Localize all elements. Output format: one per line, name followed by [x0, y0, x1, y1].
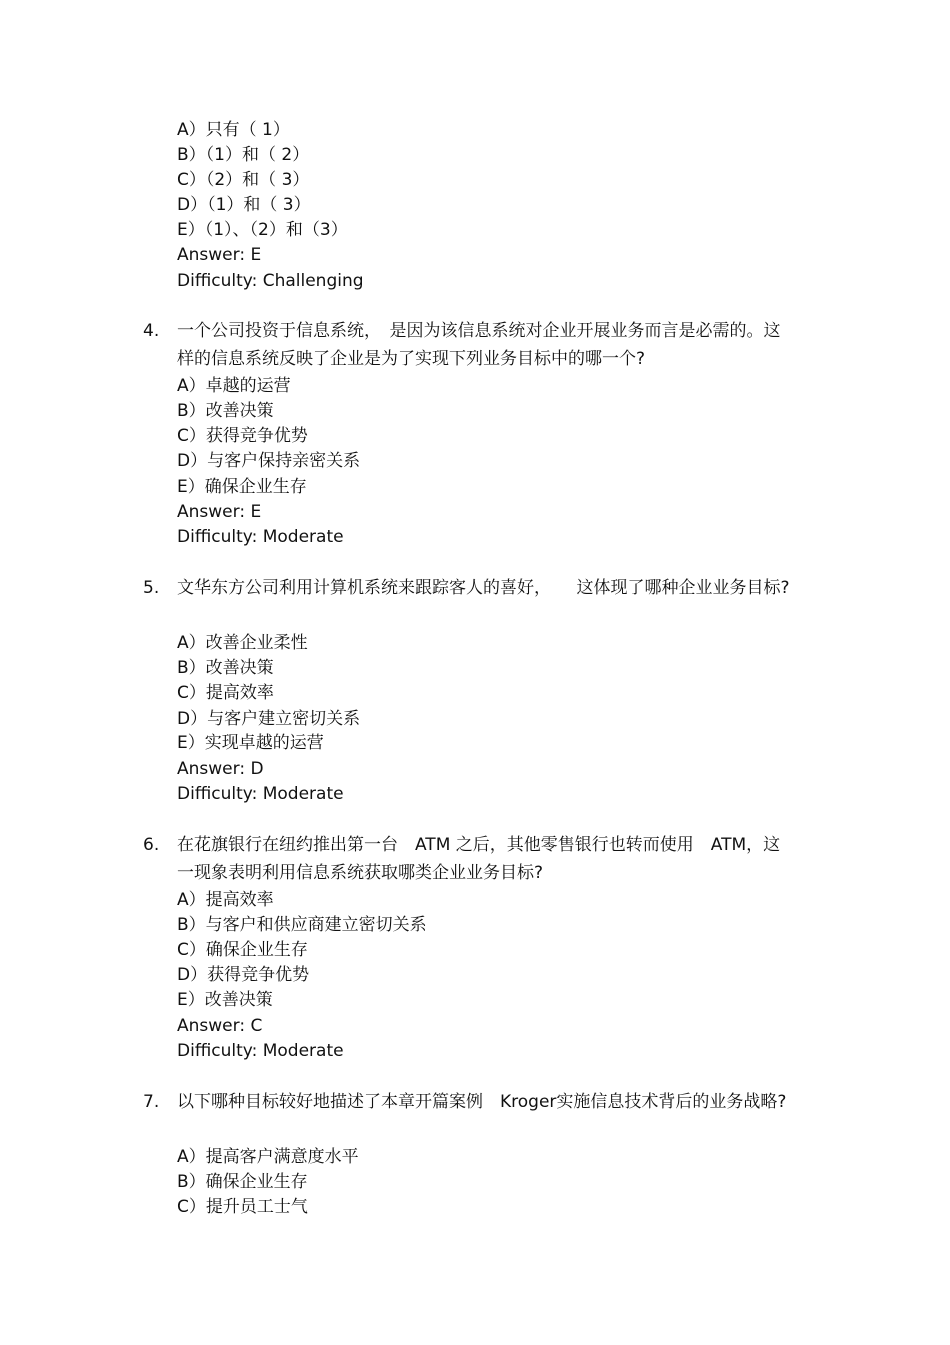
option-b: B）（1）和（ 2）	[177, 145, 310, 165]
question-text: 一个公司投资于信息系统， 是因为该信息系统对企业开展业务而言是必需的。这样的信息系统反映了企业是为了实现下列业务目标中的哪一个?	[177, 321, 781, 369]
option-c: C）提高效率	[177, 683, 274, 703]
question-text: 在花旗银行在纽约推出第一台 ATM 之后，其他零售银行也转而使用 ATM，这一现象表明利用信息系统获取哪类企业业务目标?	[177, 835, 781, 883]
option-b: B）确保企业生存	[177, 1172, 308, 1192]
question-text: 以下哪种目标较好地描述了本章开篇案例 Kroger实施信息技术背后的业务战略?	[177, 1092, 787, 1112]
option-e: E）改善决策	[177, 990, 273, 1010]
option-e: E）实现卓越的运营	[177, 733, 324, 753]
option-c: C）获得竞争优势	[177, 426, 308, 446]
option-b: B）与客户和供应商建立密切关系	[177, 915, 427, 935]
question-number: 5.	[143, 578, 160, 598]
difficulty: Difficulty: Moderate	[177, 784, 344, 804]
option-c: C）（2）和（ 3）	[177, 170, 310, 190]
difficulty: Difficulty: Moderate	[177, 1041, 344, 1061]
answer: Answer: C	[177, 1016, 263, 1036]
answer: Answer: E	[177, 245, 262, 265]
question-number: 4.	[143, 321, 160, 341]
option-e: E）确保企业生存	[177, 477, 307, 497]
answer: Answer: E	[177, 502, 262, 522]
option-d: D）（1）和（ 3）	[177, 195, 311, 215]
question-number: 6.	[143, 835, 160, 855]
option-b: B）改善决策	[177, 401, 274, 421]
option-a: A）卓越的运营	[177, 376, 291, 396]
option-e: E）（1）、（2）和（3）	[177, 220, 348, 240]
option-a: A）提高客户满意度水平	[177, 1147, 359, 1167]
option-a: A）改善企业柔性	[177, 633, 308, 653]
option-a: A）提高效率	[177, 890, 274, 910]
answer: Answer: D	[177, 759, 264, 779]
question-text: 文华东方公司利用计算机系统来跟踪客人的喜好， 这体现了哪种企业业务目标?	[177, 578, 790, 598]
option-c: C）确保企业生存	[177, 940, 308, 960]
option-d: D）与客户建立密切关系	[177, 709, 361, 729]
option-c: C）提升员工士气	[177, 1197, 308, 1217]
difficulty: Difficulty: Challenging	[177, 271, 364, 291]
difficulty: Difficulty: Moderate	[177, 527, 344, 547]
option-b: B）改善决策	[177, 658, 274, 678]
question-number: 7.	[143, 1092, 160, 1112]
option-a: A）只有（ 1）	[177, 120, 290, 140]
option-d: D）获得竞争优势	[177, 965, 310, 985]
option-d: D）与客户保持亲密关系	[177, 451, 361, 471]
